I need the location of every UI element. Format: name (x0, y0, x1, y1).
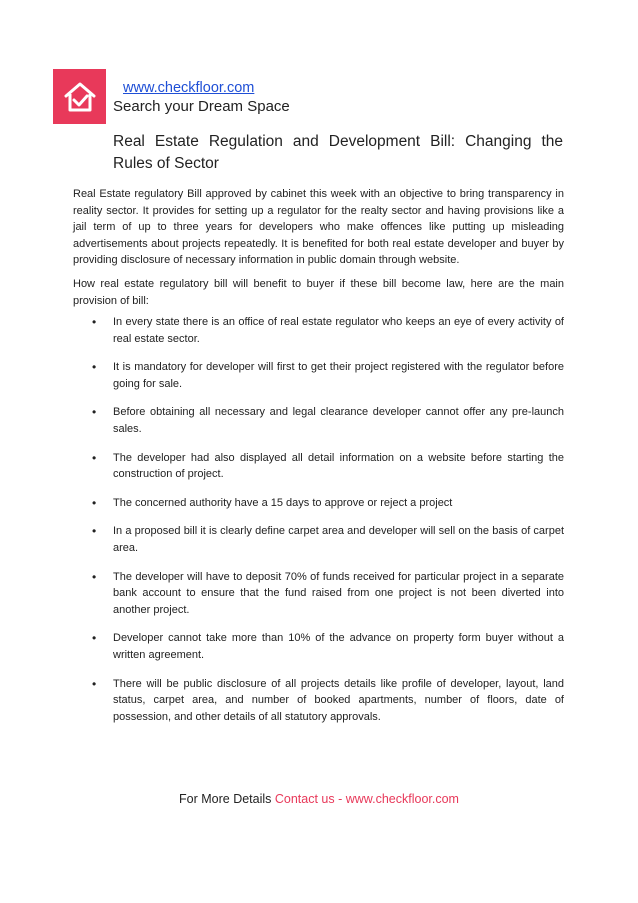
contact-link[interactable]: Contact us - www.checkfloor.com (274, 792, 459, 806)
footer (0, 792, 638, 806)
footer-prefix: For More Details (179, 792, 275, 806)
intro-paragraph: Real Estate regulatory Bill approved by cabinet this week with an objective to bring transparency in reality sector. It provides for setting up a regulator for the realty sector and having provisions like a jail term of up to three years for developers who make offences like putting up misleading advertisements about projects repeatedly. It is benefited for both real estate developer and buyer by providing disclosure of necessary information in public domain through website. (73, 188, 564, 267)
provision-item (73, 569, 564, 619)
provision-text: In every state there is an office of real estate regulator who keeps an eye of every activity of real estate sector. (113, 316, 564, 345)
provision-text: The developer had also displayed all detail information on a website before starting the construction of project. (113, 451, 564, 481)
bullet-icon: • (92, 569, 97, 584)
article-title: Real Estate Regulation and Development Bill: Changing the Rules of Sector (113, 133, 563, 172)
website-link[interactable]: www.checkfloor.com (123, 80, 255, 96)
provision-text: In a proposed bill it is clearly define carpet area and developer will sell on the basis of carpet area. (113, 525, 564, 554)
bullet-icon: • (92, 315, 97, 329)
provision-item (73, 523, 564, 556)
tagline: Search your Dream Space (113, 98, 290, 115)
provision-text: It is mandatory for developer will first to get their project registered with the regulator before going for sale. (113, 361, 564, 390)
provision-item (73, 314, 564, 347)
provision-item (73, 359, 564, 392)
provision-text: There will be public disclosure of all projects details like profile of developer, layout, land status, carpet area, and number of booked apartments, number of floors, date of possession, and other details of all statutory approvals. (113, 677, 564, 723)
provision-text: The developer will have to deposit 70% of funds received for particular project in a separate bank account to ensure that the fund raised from one project is not been diverted into another project. (113, 570, 564, 616)
bullet-icon: • (92, 495, 97, 510)
provision-item (73, 404, 564, 437)
bullet-icon: • (92, 631, 97, 646)
bullet-icon: • (92, 676, 97, 691)
house-check-icon (62, 79, 98, 115)
provisions-intro-paragraph: How real estate regulatory bill will benefit to buyer if these bill become law, here are the main provision of bill: (73, 277, 564, 307)
logo (53, 69, 106, 124)
provision-item (73, 450, 564, 483)
bullet-icon: • (92, 524, 97, 539)
provision-item (73, 495, 564, 512)
provision-text: Developer cannot take more than 10% of the advance on property form buyer without a written agreement. (113, 632, 564, 661)
provision-item (73, 676, 564, 726)
provision-text: Before obtaining all necessary and legal clearance developer cannot offer any pre-launch sales. (113, 406, 564, 435)
provision-text: The concerned authority have a 15 days to approve or reject a project (113, 496, 453, 509)
provision-item (73, 630, 564, 663)
bullet-icon: • (92, 450, 97, 465)
article-body (73, 186, 564, 316)
bullet-icon: • (92, 405, 97, 420)
bullet-icon: • (92, 360, 97, 375)
provisions-list (73, 314, 564, 725)
